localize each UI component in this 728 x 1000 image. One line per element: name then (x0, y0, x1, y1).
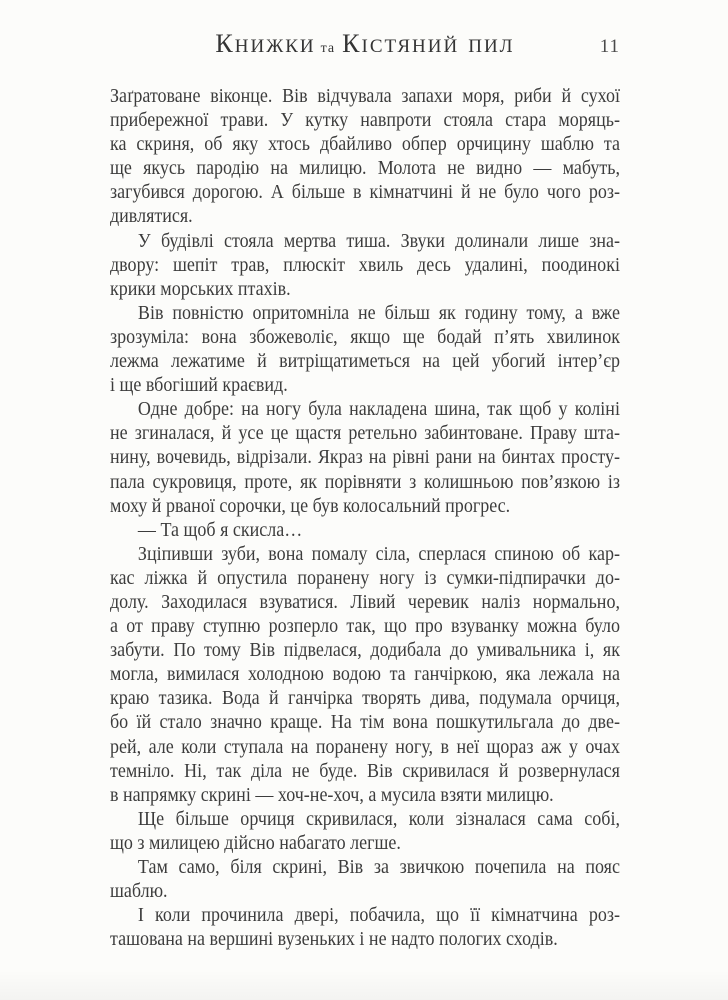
text-line: бо їй стало значно краще. На тім вона пошкутильгала до две- (110, 711, 620, 734)
text-line: зрозуміла: вона збожеволіє, якщо ще бодай п’ять хвилинок (110, 325, 620, 348)
title-initial-2: К (342, 29, 362, 58)
text-line: Зціпивши зуби, вона помалу сіла, сперлася спиною об кар- (137, 542, 620, 565)
paragraph (110, 903, 620, 951)
title-word-1: НИЖКИ (234, 36, 316, 57)
text-line: забути. По тому Вів підвелася, додибала до умивальника і, як (110, 639, 620, 662)
text-line: не згиналася, й усе це щастя ретельно забинтоване. Праву шта- (110, 422, 620, 445)
paragraph (110, 229, 620, 301)
title-word-3: ПИЛ (468, 36, 515, 57)
text-line: прибережної трави. У кутку навпроти стояла стара моряць- (110, 109, 620, 132)
text-line: рей, але коли ступала на поранену ногу, в неї щораз аж у очах (110, 735, 620, 758)
text-line: Там само, біля скрині, Вів за звичкою почепила на пояс (137, 856, 620, 878)
paragraph (110, 397, 620, 517)
text-line: долу. Заходилася взуватися. Лівий черевик наліз нормально, (110, 590, 620, 613)
text-line: кас ліжка й опустила поранену ногу із сумки-підпирачки до- (110, 566, 620, 589)
text-line: нину, вочевидь, відрізали. Якраз на рівні рани на бинтах просту- (110, 446, 620, 469)
text-line: а от праву ступню розперло так, що про взуванку можна було (110, 615, 620, 638)
text-line: шаблю. (110, 880, 168, 903)
paragraph (110, 84, 620, 229)
paragraph (110, 807, 620, 855)
paragraph (110, 542, 620, 807)
text-line: що з милицею дійсно набагато легше. (110, 831, 401, 854)
paragraph (110, 301, 620, 397)
title-initial-1: К (215, 29, 235, 58)
text-line: ще якусь пародію на милицю. Молота не видно — мабуть, (110, 157, 620, 180)
text-line: темніло. Ні, так діла не буде. Вів скривилася й розвернулася (110, 759, 620, 782)
text-line: загубився дорогою. А більше в кімнатчині й не було чого роз- (110, 181, 620, 204)
text-line: могла, вимилася холодною водою та ганчіркою, яка лежала на (110, 663, 620, 686)
paragraph (110, 518, 620, 542)
page-header (110, 0, 620, 64)
text-line: Одне добре: на ногу була накладена шина, так щоб у коліні (137, 398, 620, 421)
text-line: У будівлі стояла мертва тиша. Звуки долинали лише зна- (137, 229, 620, 252)
text-line: Заґратоване віконце. Вів відчувала запахи моря, риби й сухої (110, 85, 620, 107)
text-line: — Та щоб я скисла… (137, 518, 303, 541)
text-line: ка скриня, об яку хтось дбайливо обпер орчицину шаблю та (110, 133, 620, 156)
text-line: ташована на вершині вузеньких і не надто пологих сходів. (110, 928, 558, 951)
page-number: 11 (599, 36, 620, 57)
text-line: краю тазика. Вода й ганчірка творять дива, подумала орчиця, (110, 687, 620, 710)
title-word-2: ІСТЯНИЙ (361, 36, 460, 57)
page-title (110, 31, 620, 58)
text-line: моху й рваної сорочки, це був колосальний прогрес. (110, 494, 511, 517)
text-line: в напрямку скрині — хоч-не-хоч, а мусила взяти милицю. (110, 783, 554, 806)
text-line: крики морських птахів. (110, 277, 291, 300)
text-line: дивлятися. (110, 205, 193, 228)
text-line: і ще вбогіший краєвид. (110, 374, 288, 397)
page-body (110, 84, 620, 951)
paragraph (110, 855, 620, 903)
title-connector: та (320, 41, 336, 56)
text-line: Ще більше орчиця скривилася, коли зізналася сама собі, (137, 807, 620, 830)
text-line: лежма лежатиме й витріщатиметься на цей убогий інтер’єр (110, 350, 620, 373)
text-line: І коли прочинила двері, побачила, що її кімнатчина роз- (137, 904, 620, 927)
text-line: двору: шепіт трав, плюскіт хвиль десь удалині, поодинокі (110, 253, 620, 276)
text-line: Вів повністю опритомніла не більш як годину тому, а вже (137, 301, 620, 324)
text-line: пала сукровиця, проте, як порівняти з колишньою пов’язкою із (110, 470, 620, 493)
